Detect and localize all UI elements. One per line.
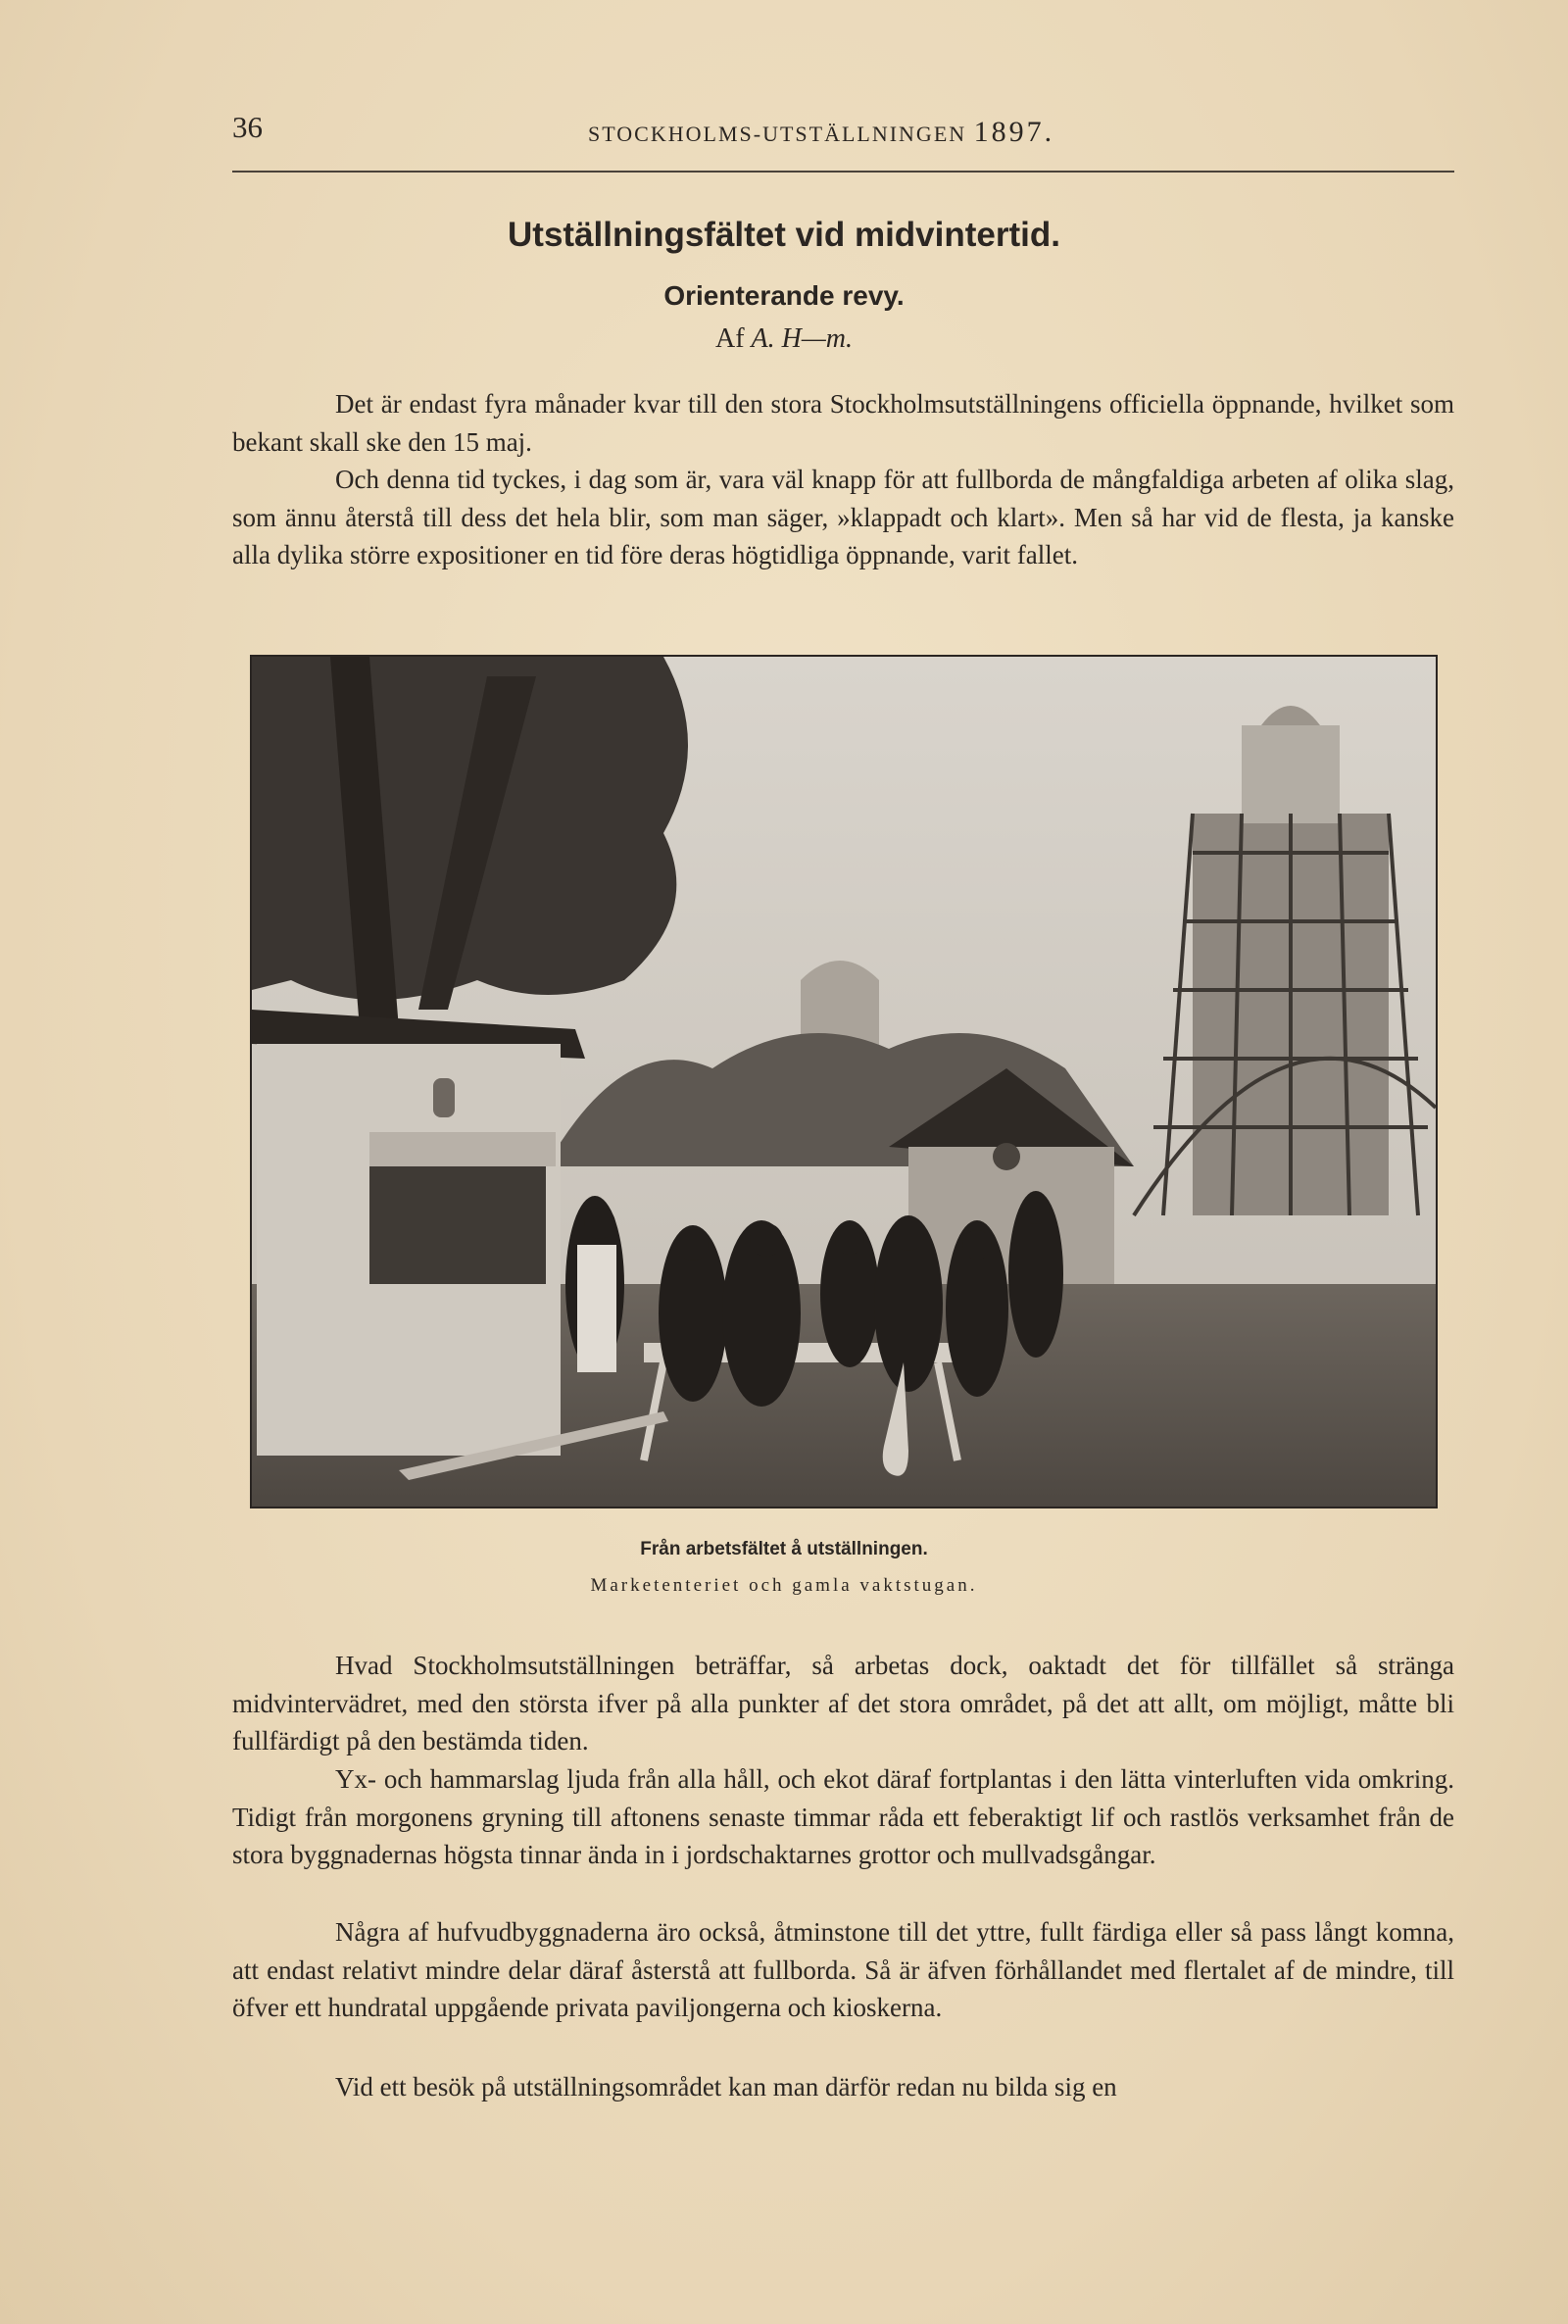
caption-subtitle: Marketenteriet och gamla vaktstugan. xyxy=(590,1575,978,1596)
paragraph-1: Det är endast fyra månader kvar till den stora Stockholmsutställningens officiella öppnande, hvilket som bekant skall ske den 15 maj. xyxy=(232,389,1454,457)
photograph-illustration xyxy=(252,657,1436,1507)
paragraph-6: Vid ett besök på utställningsområdet kan man därför redan nu bilda sig en xyxy=(335,2072,1117,2101)
guardhouse-window xyxy=(993,1143,1020,1170)
kiosk-awning xyxy=(369,1132,556,1166)
paragraph-2: Och denna tid tyckes, i dag som är, vara väl knapp för att fullborda de mångfaldiga arbeten af olika slag, som ännu återstå till dess det hela blir, som man säger, »klappadt och klart». Men så har vid de flesta, ja kanske alla dylika större expositioner en tid före deras högtidliga öppnande, varit fallet. xyxy=(232,465,1454,569)
tower-top xyxy=(1242,725,1340,823)
apron xyxy=(577,1245,616,1372)
byline-prefix: Af xyxy=(715,323,745,354)
running-year: 1897. xyxy=(973,116,1055,148)
kiosk-sign xyxy=(433,1078,455,1117)
page-number: 36 xyxy=(232,110,263,144)
paragraph-5: Några af hufvudbyggnaderna äro också, åtminstone till det yttre, fullt färdiga eller så pass långt komna, att endast relativt mindre delar däraf åsterstå att fullborda. Så är äfven förhållandet med flertalet af de mindre, till öfver ett hundratal uppgående privata paviljongerna och kioskerna. xyxy=(232,1917,1454,2022)
header-rule xyxy=(232,171,1454,173)
byline-author: A. H—m. xyxy=(751,323,853,354)
article-title: Utställningsfältet vid midvintertid. xyxy=(508,216,1060,254)
article-subtitle: Orienterande revy. xyxy=(663,280,905,311)
paragraph-3: Hvad Stockholmsutställningen beträffar, så arbetas dock, oaktadt det för tillfället så stränga midvintervädret, med den största ifver på alla punkter af det stora området, på det att allt, om möjligt, måtte bli fullfärdigt på den bestämda tiden. xyxy=(232,1651,1454,1755)
kiosk-window xyxy=(369,1147,546,1284)
caption-title: Från arbetsfältet å utställningen. xyxy=(640,1539,928,1559)
byline xyxy=(0,323,1568,355)
paragraph-4: Yx- och hammarslag ljuda från alla håll, och ekot däraf fortplantas i den lätta vinterluften vida omkring. Tidigt från morgonens gryning till aftonens senaste timmar råda ett feberaktigt lif och rastlös verksamhet från de stora byggnadernas högsta tinnar ända in i jordschaktarnes grottor och mullvadsgångar. xyxy=(232,1764,1454,1869)
running-title: STOCKHOLMS-UTSTÄLLNINGEN xyxy=(588,122,967,146)
running-head xyxy=(588,116,1054,149)
photograph xyxy=(250,655,1438,1508)
